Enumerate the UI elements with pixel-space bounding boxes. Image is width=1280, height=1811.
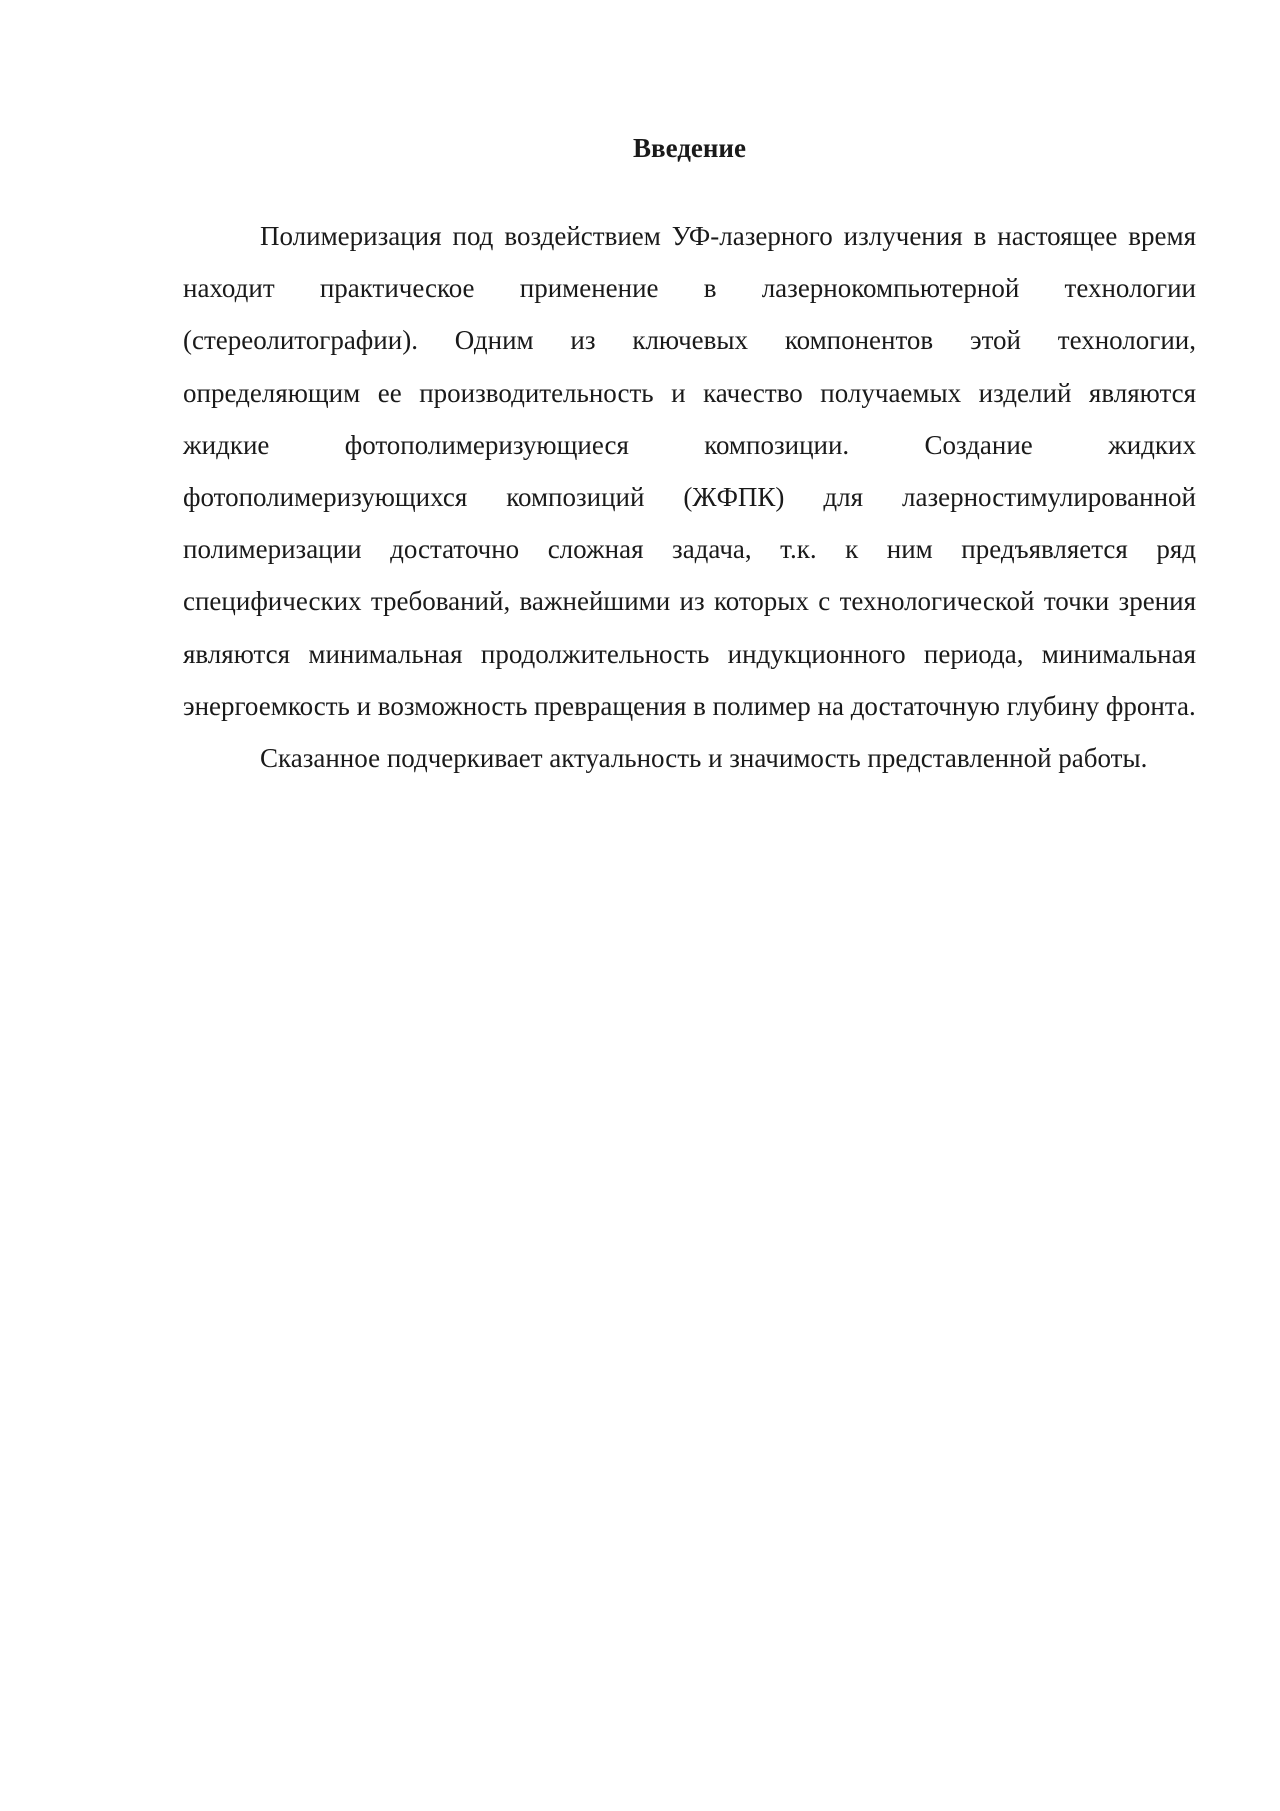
- paragraph-1: Полимеризация под воздействием УФ-лазерного излучения в настоящее время находит практическое применение в лазернокомпьютерной технологии (стереолитографии). Одним из ключевых компонентов этой технологии, определяющим ее производительность и качество получаемых изделий являются жидкие фотополимеризующиеся композиции. Создание жидких фотополимеризующихся композиций (ЖФПК) для лазерностимулированной полимеризации достаточно сложная задача, т.к. к ним предъявляется ряд специфических требований, важнейшими из которых с технологической точки зрения являются минимальная продолжительность индукционного периода, минимальная энергоемкость и возможность превращения в полимер на достаточную глубину фронта.: [183, 221, 1196, 721]
- paragraph-2: Сказанное подчеркивает актуальность и значимость представленной работы.: [260, 743, 1148, 774]
- document-body: [183, 210, 1196, 784]
- page-title: Введение: [633, 133, 746, 163]
